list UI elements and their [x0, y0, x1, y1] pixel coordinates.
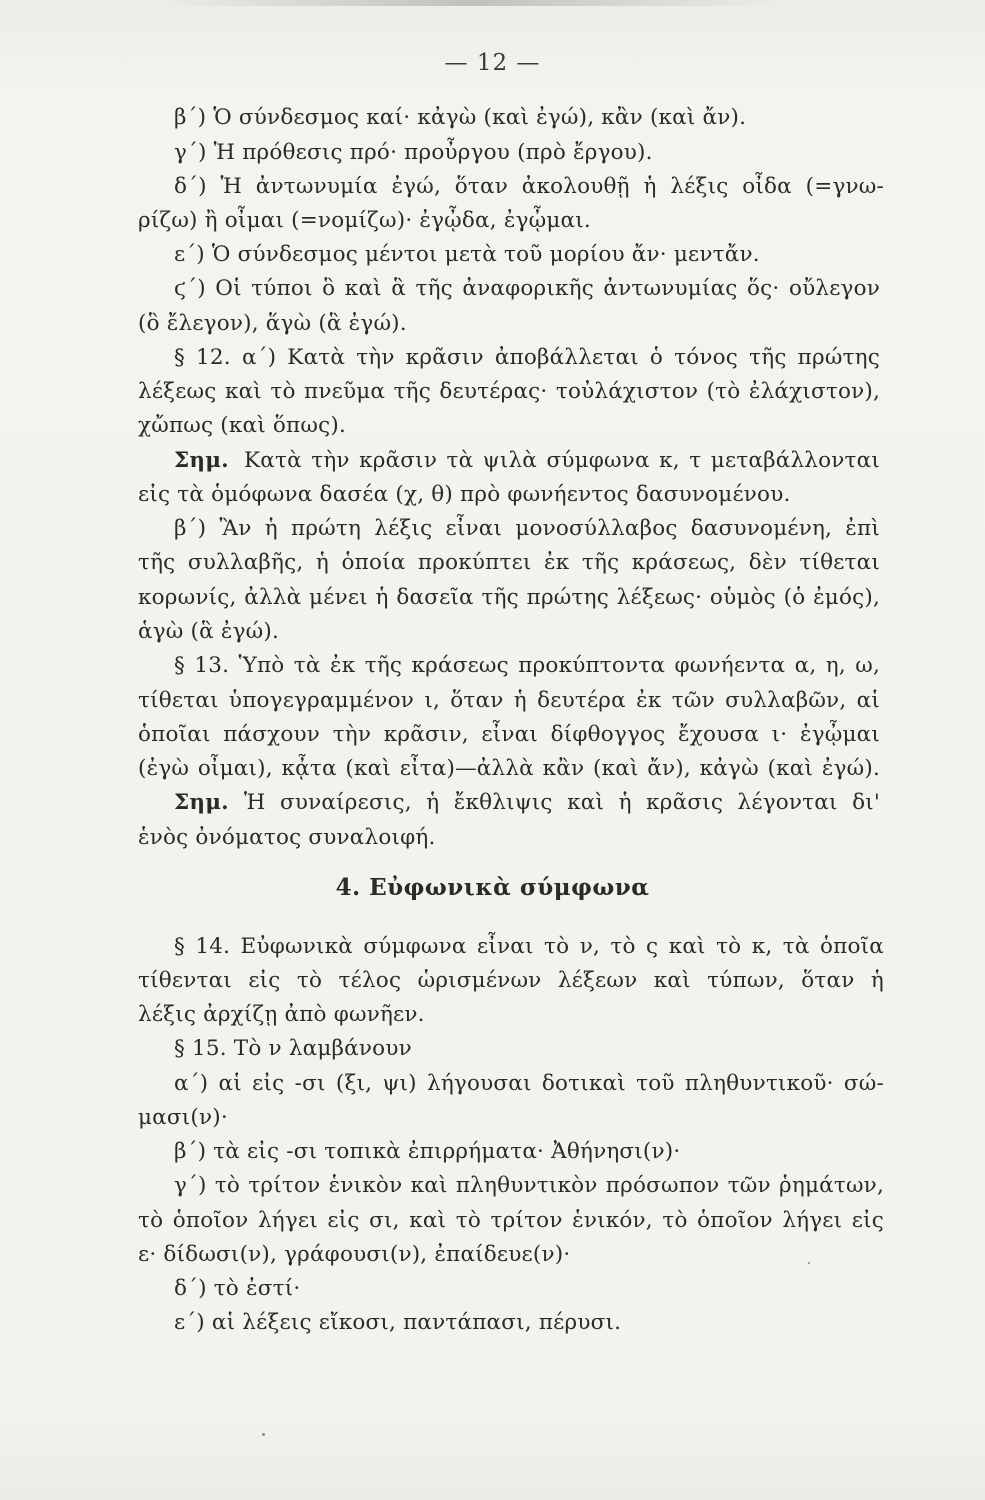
text-line: γ΄) Ἡ πρόθεσις πρό· προὖργου (πρὸ ἔργου). — [174, 140, 653, 165]
text-line: ε΄) Ὁ σύνδεσμος μέντοι μετὰ τοῦ μορίου ἄν· μεντἄν. — [174, 242, 760, 267]
text-line: § 13. Ὑπὸ τὰ ἐκ τῆς κράσεως προκύπτοντα φωνήεντα α, η, ω, — [174, 653, 880, 678]
text-line: δ΄) Ἡ ἀντωνυμία ἐγώ, ὅταν ἀκολουθῇ ἡ λέξις οἶδα (=γνω- — [174, 174, 884, 199]
text-line: § 14. Εὐφωνικὰ σύμφωνα εἶναι τὸ ν, τὸ ς καὶ τὸ κ, τὰ ὁποῖα — [174, 934, 884, 959]
text-line: ρίζω) ἢ οἶμαι (=νομίζω)· ἐγᾦδα, ἐγᾦμαι. — [138, 208, 591, 233]
text-line: τίθεται ὑπογεγραμμένον ι, ὅταν ἡ δευτέρα ἐκ τῶν συλλαβῶν, αἱ — [138, 688, 880, 713]
page-number: — 12 — — [444, 50, 541, 76]
text-line: Κατὰ τὴν κρᾶσιν τὰ ψιλὰ σύμφωνα κ, τ μεταβάλλονται — [244, 448, 880, 473]
note-label: Σημ. — [174, 790, 229, 815]
text-line: (ὃ ἔλεγον), ἅγὼ (ἃ ἐγώ). — [138, 311, 407, 336]
text-line: μασι(ν)· — [138, 1105, 228, 1130]
scan-speck — [808, 1262, 810, 1264]
text-line: χὤπως (καὶ ὅπως). — [138, 413, 346, 438]
text-line: § 15. Τὸ ν λαμβάνουν — [174, 1036, 412, 1061]
text-line: κορωνίς, ἀλλὰ μένει ἡ δασεῖα τῆς πρώτης λέξεως· οὑμὸς (ὁ ἐμός), — [138, 585, 880, 610]
text-line: Ἡ συναίρεσις, ἡ ἔκθλιψις καὶ ἡ κρᾶσις λέγονται δι' — [244, 790, 880, 815]
text-line: τῆς συλλαβῆς, ἡ ὁποία προκύπτει ἐκ τῆς κράσεως, δὲν τίθεται — [138, 550, 880, 575]
text-line: ὁποῖαι πάσχουν τὴν κρᾶσιν, εἶναι δίφθογγος ἔχουσα ι· ἐγᾦμαι — [138, 722, 880, 747]
text-line: § 12. α΄) Κατὰ τὴν κρᾶσιν ἀποβάλλεται ὁ τόνος τῆς πρώτης — [174, 345, 880, 370]
text-line: ε· δίδωσι(ν), γράφουσι(ν), ἐπαίδευε(ν)· — [138, 1242, 571, 1267]
text-line: γ΄) τὸ τρίτον ἑνικὸν καὶ πληθυντικὸν πρόσωπον τῶν ῥημάτων, — [174, 1173, 884, 1198]
text-line: α΄) αἱ εἰς -σι (ξι, ψι) λήγουσαι δοτικαὶ τοῦ πληθυντικοῦ· σώ- — [174, 1071, 884, 1096]
text-line: εἰς τὰ ὁμόφωνα δασέα (χ, θ) πρὸ φωνήεντος δασυνομένου. — [138, 482, 791, 507]
text-line: λέξις ἀρχίζῃ ἀπὸ φωνῆεν. — [138, 1002, 425, 1027]
text-line: β΄) τὰ εἰς -σι τοπικὰ ἐπιρρήματα· Ἀθήνησι(ν)· — [174, 1139, 681, 1164]
scan-speck — [262, 1433, 265, 1436]
note-label: Σημ. — [174, 448, 229, 473]
text-line: τίθενται εἰς τὸ τέλος ὡρισμένων λέξεων καὶ τύπων, ὅταν ἡ — [138, 968, 884, 993]
text-line: ἁγὼ (ἃ ἐγώ). — [138, 619, 280, 644]
text-line: δ΄) τὸ ἐστί· — [174, 1276, 301, 1301]
scan-edge-smudge — [160, 0, 780, 6]
text-line: λέξεως καὶ τὸ πνεῦμα τῆς δευτέρας· τοὐλάχιστον (τὸ ἐλάχιστον), — [138, 379, 880, 404]
text-line: (ἐγὼ οἶμαι), κᾆτα (καὶ εἶτα)—ἀλλὰ κἂν (καὶ ἄν), κἀγὼ (καὶ ἐγώ). — [138, 756, 880, 781]
text-line: ε΄) αἱ λέξεις εἴκοσι, παντάπασι, πέρυσι. — [174, 1310, 622, 1335]
text-line: β΄) Ὁ σύνδεσμος καί· κἀγὼ (καὶ ἐγώ), κἂν (καὶ ἄν). — [174, 105, 747, 130]
text-line: ϛ΄) Οἱ τύποι ὃ καὶ ἃ τῆς ἀναφορικῆς ἀντωνυμίας ὅς· οὔλεγον — [174, 276, 880, 301]
text-line: τὸ ὁποῖον λήγει εἰς σι, καὶ τὸ τρίτον ἑνικόν, τὸ ὁποῖον λήγει εἰς — [138, 1208, 884, 1233]
text-line: β΄) Ἂν ἡ πρώτη λέξις εἶναι μονοσύλλαβος δασυνομένη, ἐπὶ — [174, 516, 880, 541]
section-heading: 4. Εὐφωνικὰ σύμφωνα — [335, 874, 650, 901]
text-line: ἑνὸς ὀνόματος συναλοιφή. — [138, 825, 436, 850]
